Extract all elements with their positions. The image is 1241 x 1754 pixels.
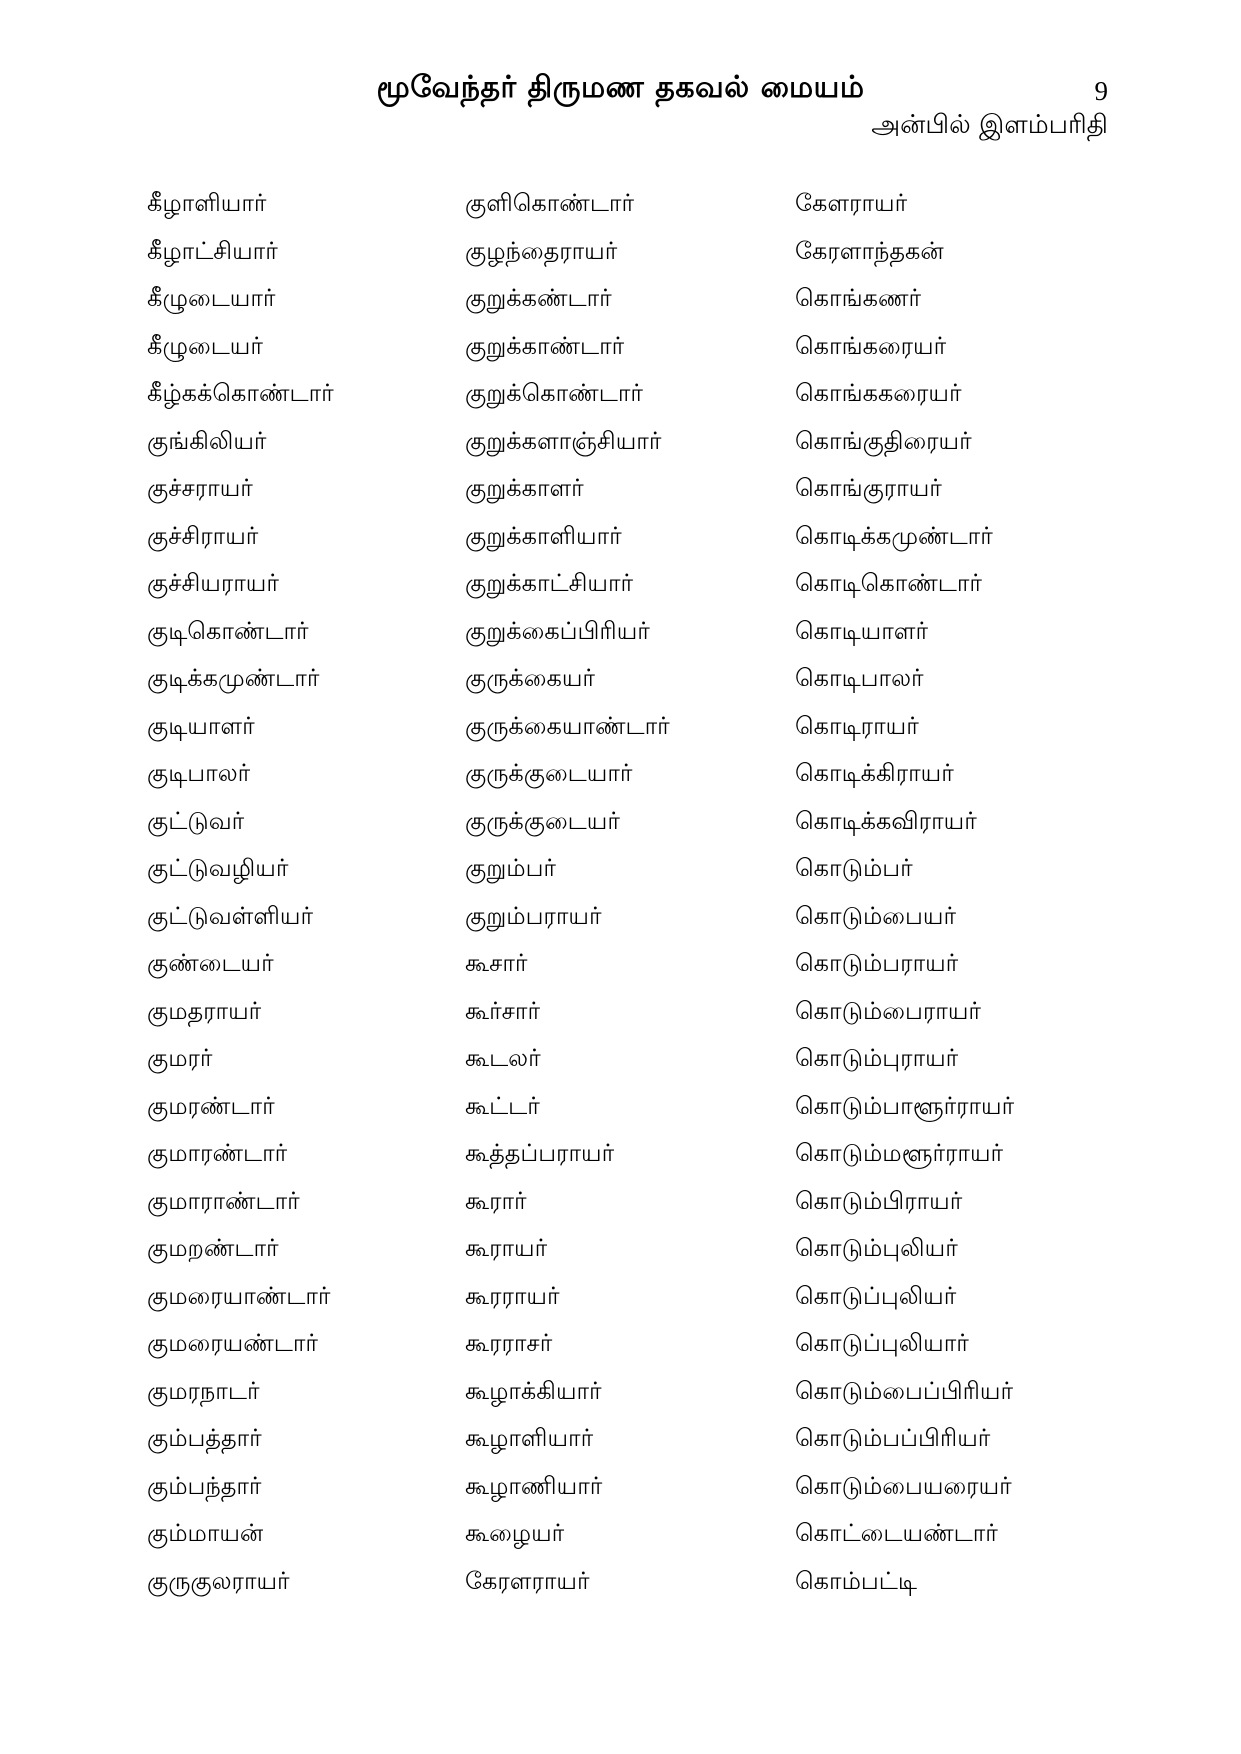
list-item: கும்பத்தார் xyxy=(147,1424,262,1452)
list-item: கூடலர் xyxy=(465,1044,541,1072)
list-item: கொடும்பையர் xyxy=(795,901,956,930)
list-item: குட்டுவழியர் xyxy=(147,854,289,882)
list-item: கொடும்பப்பிரியர் xyxy=(795,1424,991,1452)
list-item: கூரராசர் xyxy=(465,1329,553,1357)
list-item: கொம்பட்டி xyxy=(795,1566,917,1595)
list-item: குருக்கையாண்டார் xyxy=(465,711,670,740)
list-item: கேரளாந்தகன் xyxy=(795,236,944,265)
list-item: கூசார் xyxy=(465,949,528,977)
list-item: கொங்குராயர் xyxy=(795,474,942,502)
list-item: கொடியாளர் xyxy=(795,616,928,645)
list-item: குறுக்கைப்பிரியர் xyxy=(465,616,650,645)
list-item: கொடும்புலியர் xyxy=(795,1234,958,1262)
list-item: குண்டையர் xyxy=(147,949,274,977)
name-column-1 xyxy=(147,185,334,1610)
list-item: கீழாளியார் xyxy=(147,189,267,217)
list-item: குச்சியராயர் xyxy=(147,569,279,597)
list-item: குருக்குடையர் xyxy=(465,806,620,835)
list-item: கொங்குதிரையர் xyxy=(795,426,972,455)
list-item: கூட்டர் xyxy=(465,1091,540,1120)
list-item: கும்பந்தார் xyxy=(147,1471,262,1500)
list-item: கொடும்மளூர்ராயர் xyxy=(795,1139,1004,1167)
list-item: கேளராயர் xyxy=(795,189,908,217)
list-item: கும்மாயன் xyxy=(147,1519,264,1547)
list-item: குமரண்டார் xyxy=(147,1091,275,1120)
list-item: கூர்சார் xyxy=(465,996,540,1025)
list-item: கூழாக்கியார் xyxy=(465,1376,602,1405)
list-item: கூழையர் xyxy=(465,1519,565,1547)
list-item: குருக்கையர் xyxy=(465,664,595,692)
name-column-3 xyxy=(795,185,1014,1610)
list-item: குமரையாண்டார் xyxy=(147,1281,331,1310)
list-item: குளிகொண்டார் xyxy=(465,189,635,217)
list-item: குறுக்காளியார் xyxy=(465,521,622,550)
list-item: குறுக்கொண்டார் xyxy=(465,379,643,407)
list-item: குட்டுவர் xyxy=(147,806,245,835)
list-item: குச்சிராயர் xyxy=(147,521,259,550)
list-item: கொடும்பைப்பிரியர் xyxy=(795,1376,1014,1405)
list-item: கொடும்பைராயர் xyxy=(795,996,981,1025)
list-item: கூரார் xyxy=(465,1186,527,1215)
list-item: கேரளராயர் xyxy=(465,1566,590,1595)
list-item: கொடிக்கிராயர் xyxy=(795,759,954,787)
list-item: குடியாளர் xyxy=(147,711,255,740)
list-item: குறுக்காளர் xyxy=(465,474,584,502)
list-item: கீழ்கக்கொண்டார் xyxy=(147,379,334,407)
list-item: குட்டுவள்ளியர் xyxy=(147,901,313,930)
list-item: கொடுப்புலியர் xyxy=(795,1281,957,1310)
list-item: கொடும்புராயர் xyxy=(795,1044,959,1072)
list-item: குமாராண்டார் xyxy=(147,1186,300,1215)
list-item: குமறண்டார் xyxy=(147,1234,279,1262)
list-item: கொடிக்கமுண்டார் xyxy=(795,521,993,550)
name-column-2 xyxy=(465,185,670,1610)
list-item: குருகுலராயர் xyxy=(147,1566,290,1595)
list-item: குடிபாலர் xyxy=(147,759,251,787)
list-item: கொங்கரையர் xyxy=(795,331,947,360)
list-item: கொடிகொண்டார் xyxy=(795,569,982,597)
list-item: குமரையண்டார் xyxy=(147,1329,318,1357)
list-item: கூரராயர் xyxy=(465,1281,560,1310)
list-item: கொட்டையண்டார் xyxy=(795,1519,998,1547)
list-item: கீழுடையர் xyxy=(147,331,263,360)
list-item: குமதராயர் xyxy=(147,996,262,1025)
list-item: கொடும்பாளூர்ராயர் xyxy=(795,1091,1015,1120)
list-item: குடிக்கமுண்டார் xyxy=(147,664,320,692)
list-item: கொங்ககரையர் xyxy=(795,379,962,407)
author-name: அன்பில் இளம்பரிதி xyxy=(871,110,1108,140)
list-item: குங்கிலியர் xyxy=(147,426,267,455)
list-item: கொடும்பர் xyxy=(795,854,913,882)
page-number: 9 xyxy=(1094,76,1108,106)
list-item: கூத்தப்பராயர் xyxy=(465,1139,615,1167)
list-item: குறுக்காண்டார் xyxy=(465,331,625,360)
list-item: கூழாணியார் xyxy=(465,1471,603,1500)
list-item: கீழாட்சியார் xyxy=(147,236,278,265)
list-item: குருக்குடையார் xyxy=(465,759,633,787)
list-item: கூராயர் xyxy=(465,1234,548,1262)
list-item: குச்சராயர் xyxy=(147,474,253,502)
list-item: கொங்கணர் xyxy=(795,284,922,312)
page-title: மூவேந்தர் திருமண தகவல் மையம் xyxy=(376,70,865,105)
list-item: குடிகொண்டார் xyxy=(147,616,309,645)
list-item: குறும்பராயர் xyxy=(465,901,602,930)
list-item: கொடுப்புலியார் xyxy=(795,1329,969,1357)
list-item: கொடிராயர் xyxy=(795,711,919,740)
list-item: கொடும்பராயர் xyxy=(795,949,959,977)
list-item: குமாரண்டார் xyxy=(147,1139,288,1167)
list-item: கூழாளியார் xyxy=(465,1424,594,1452)
list-item: கொடும்பையரையர் xyxy=(795,1471,1012,1500)
list-item: குமரர் xyxy=(147,1044,213,1072)
list-item: கொடிக்கவிராயர் xyxy=(795,806,977,835)
list-item: கொடும்பிராயர் xyxy=(795,1186,963,1215)
list-item: குறுக்காட்சியார் xyxy=(465,569,634,597)
list-item: குறுக்கண்டார் xyxy=(465,284,612,312)
list-item: குறுக்களாஞ்சியார் xyxy=(465,426,662,455)
list-item: குறும்பர் xyxy=(465,854,556,882)
list-item: கொடிபாலர் xyxy=(795,664,924,692)
list-item: குமரநாடர் xyxy=(147,1376,260,1405)
list-item: குழந்தைராயர் xyxy=(465,236,618,265)
list-item: கீழுடையார் xyxy=(147,284,276,312)
